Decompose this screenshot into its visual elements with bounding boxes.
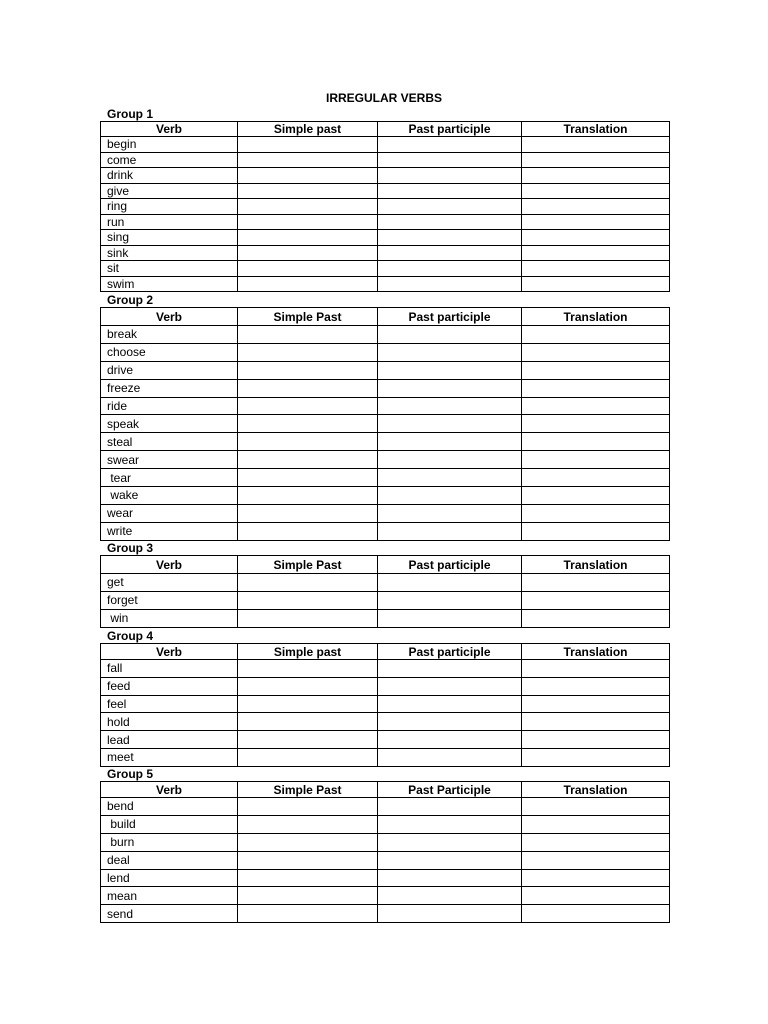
- translation-cell[interactable]: [522, 833, 670, 851]
- simple-past-cell[interactable]: [238, 214, 378, 230]
- past-participle-cell[interactable]: [378, 887, 522, 905]
- past-participle-cell[interactable]: [378, 469, 522, 487]
- simple-past-cell[interactable]: [238, 152, 378, 168]
- translation-cell[interactable]: [522, 591, 670, 609]
- verb-cell: ring: [101, 199, 238, 215]
- past-participle-cell[interactable]: [378, 731, 522, 749]
- simple-past-cell[interactable]: [238, 433, 378, 451]
- table-row: [101, 869, 670, 887]
- verb-cell: steal: [101, 433, 238, 451]
- simple-past-cell[interactable]: [238, 230, 378, 246]
- past-participle-cell[interactable]: [378, 798, 522, 816]
- simple-past-cell[interactable]: [238, 609, 378, 627]
- translation-cell[interactable]: [522, 504, 670, 522]
- past-participle-cell[interactable]: [378, 713, 522, 731]
- verb-cell: lend: [101, 869, 238, 887]
- group-5-label: Group 5: [107, 767, 154, 781]
- column-header-translation: Translation: [522, 122, 670, 137]
- translation-cell[interactable]: [522, 869, 670, 887]
- translation-cell[interactable]: [522, 276, 670, 292]
- table-row: [101, 361, 670, 379]
- table-row: [101, 433, 670, 451]
- simple-past-cell[interactable]: [238, 487, 378, 505]
- verb-cell: tear: [101, 469, 238, 487]
- verb-cell: begin: [101, 137, 238, 153]
- column-header-past-participle: Past participle: [378, 556, 522, 574]
- past-participle-cell[interactable]: [378, 609, 522, 627]
- verb-cell: run: [101, 214, 238, 230]
- simple-past-cell[interactable]: [238, 199, 378, 215]
- column-header-translation: Translation: [522, 556, 670, 574]
- table-row: [101, 522, 670, 540]
- table-row: [101, 851, 670, 869]
- translation-cell[interactable]: [522, 343, 670, 361]
- past-participle-cell[interactable]: [378, 748, 522, 766]
- simple-past-cell[interactable]: [238, 361, 378, 379]
- past-participle-cell[interactable]: [378, 261, 522, 277]
- column-header-simple-past: Simple past: [238, 644, 378, 660]
- translation-cell[interactable]: [522, 487, 670, 505]
- simple-past-cell[interactable]: [238, 137, 378, 153]
- translation-cell[interactable]: [522, 397, 670, 415]
- translation-cell[interactable]: [522, 748, 670, 766]
- past-participle-cell[interactable]: [378, 574, 522, 592]
- translation-cell[interactable]: [522, 433, 670, 451]
- table-row: [101, 245, 670, 261]
- simple-past-cell[interactable]: [238, 343, 378, 361]
- simple-past-cell[interactable]: [238, 798, 378, 816]
- translation-cell[interactable]: [522, 199, 670, 215]
- table-row: [101, 798, 670, 816]
- simple-past-cell[interactable]: [238, 504, 378, 522]
- past-participle-cell[interactable]: [378, 137, 522, 153]
- column-header-simple-past: Simple Past: [238, 308, 378, 326]
- table-row: [101, 199, 670, 215]
- column-header-past-participle: Past participle: [378, 122, 522, 137]
- verb-cell: build: [101, 815, 238, 833]
- translation-cell[interactable]: [522, 415, 670, 433]
- table-row: [101, 261, 670, 277]
- translation-cell[interactable]: [522, 168, 670, 184]
- simple-past-cell[interactable]: [238, 451, 378, 469]
- simple-past-cell[interactable]: [238, 397, 378, 415]
- translation-cell[interactable]: [522, 326, 670, 344]
- table-row: [101, 504, 670, 522]
- simple-past-cell[interactable]: [238, 905, 378, 923]
- past-participle-cell[interactable]: [378, 214, 522, 230]
- past-participle-cell[interactable]: [378, 591, 522, 609]
- simple-past-cell[interactable]: [238, 731, 378, 749]
- past-participle-cell[interactable]: [378, 433, 522, 451]
- verb-cell: bend: [101, 798, 238, 816]
- verb-cell: drink: [101, 168, 238, 184]
- column-header-past-participle: Past Participle: [378, 782, 522, 798]
- past-participle-cell[interactable]: [378, 660, 522, 678]
- table-row: [101, 214, 670, 230]
- translation-cell[interactable]: [522, 137, 670, 153]
- group-4-table: [100, 643, 670, 767]
- past-participle-cell[interactable]: [378, 695, 522, 713]
- past-participle-cell[interactable]: [378, 199, 522, 215]
- table-header-row: [101, 308, 670, 326]
- column-header-past-participle: Past participle: [378, 308, 522, 326]
- verb-cell: choose: [101, 343, 238, 361]
- verb-cell: write: [101, 522, 238, 540]
- table-header-row: [101, 644, 670, 660]
- verb-cell: speak: [101, 415, 238, 433]
- table-header-row: [101, 556, 670, 574]
- past-participle-cell[interactable]: [378, 343, 522, 361]
- column-header-translation: Translation: [522, 308, 670, 326]
- past-participle-cell[interactable]: [378, 245, 522, 261]
- simple-past-cell[interactable]: [238, 183, 378, 199]
- column-header-verb: Verb: [101, 122, 238, 137]
- simple-past-cell[interactable]: [238, 522, 378, 540]
- past-participle-cell[interactable]: [378, 415, 522, 433]
- past-participle-cell[interactable]: [378, 833, 522, 851]
- verb-cell: win: [101, 609, 238, 627]
- past-participle-cell[interactable]: [378, 276, 522, 292]
- past-participle-cell[interactable]: [378, 183, 522, 199]
- group-3-label: Group 3: [107, 541, 154, 555]
- simple-past-cell[interactable]: [238, 245, 378, 261]
- simple-past-cell[interactable]: [238, 695, 378, 713]
- simple-past-cell[interactable]: [238, 276, 378, 292]
- page-title: IRREGULAR VERBS: [325, 91, 442, 105]
- past-participle-cell[interactable]: [378, 397, 522, 415]
- verb-cell: forget: [101, 591, 238, 609]
- simple-past-cell[interactable]: [238, 713, 378, 731]
- column-header-verb: Verb: [101, 782, 238, 798]
- past-participle-cell[interactable]: [378, 522, 522, 540]
- column-header-past-participle: Past participle: [378, 644, 522, 660]
- table-row: [101, 713, 670, 731]
- verb-cell: sink: [101, 245, 238, 261]
- translation-cell[interactable]: [522, 887, 670, 905]
- table-header-row: [101, 782, 670, 798]
- table-row: [101, 887, 670, 905]
- table-row: [101, 183, 670, 199]
- translation-cell[interactable]: [522, 815, 670, 833]
- group-1-label: Group 1: [107, 107, 154, 121]
- simple-past-cell[interactable]: [238, 326, 378, 344]
- table-row: [101, 379, 670, 397]
- translation-cell[interactable]: [522, 713, 670, 731]
- table-row: [101, 833, 670, 851]
- group-4-label: Group 4: [107, 629, 154, 643]
- table-row: [101, 152, 670, 168]
- simple-past-cell[interactable]: [238, 887, 378, 905]
- verb-cell: sit: [101, 261, 238, 277]
- translation-cell[interactable]: [522, 695, 670, 713]
- column-header-verb: Verb: [101, 308, 238, 326]
- simple-past-cell[interactable]: [238, 261, 378, 277]
- past-participle-cell[interactable]: [378, 851, 522, 869]
- translation-cell[interactable]: [522, 214, 670, 230]
- past-participle-cell[interactable]: [378, 152, 522, 168]
- past-participle-cell[interactable]: [378, 869, 522, 887]
- translation-cell[interactable]: [522, 851, 670, 869]
- verb-cell: drive: [101, 361, 238, 379]
- group-2-label: Group 2: [107, 293, 154, 307]
- verb-cell: hold: [101, 713, 238, 731]
- simple-past-cell[interactable]: [238, 748, 378, 766]
- simple-past-cell[interactable]: [238, 591, 378, 609]
- translation-cell[interactable]: [522, 677, 670, 695]
- simple-past-cell[interactable]: [238, 833, 378, 851]
- table-row: [101, 731, 670, 749]
- verb-cell: deal: [101, 851, 238, 869]
- verb-cell: freeze: [101, 379, 238, 397]
- translation-cell[interactable]: [522, 798, 670, 816]
- translation-cell[interactable]: [522, 731, 670, 749]
- past-participle-cell[interactable]: [378, 379, 522, 397]
- table-row: [101, 469, 670, 487]
- verb-cell: get: [101, 574, 238, 592]
- group-5-table: [100, 781, 670, 923]
- simple-past-cell[interactable]: [238, 851, 378, 869]
- verb-cell: break: [101, 326, 238, 344]
- simple-past-cell[interactable]: [238, 469, 378, 487]
- simple-past-cell[interactable]: [238, 660, 378, 678]
- translation-cell[interactable]: [522, 261, 670, 277]
- past-participle-cell[interactable]: [378, 168, 522, 184]
- past-participle-cell[interactable]: [378, 677, 522, 695]
- table-header-row: [101, 122, 670, 137]
- translation-cell[interactable]: [522, 905, 670, 923]
- verb-cell: burn: [101, 833, 238, 851]
- translation-cell[interactable]: [522, 152, 670, 168]
- past-participle-cell[interactable]: [378, 361, 522, 379]
- verb-cell: feel: [101, 695, 238, 713]
- table-row: [101, 815, 670, 833]
- translation-cell[interactable]: [522, 660, 670, 678]
- table-row: [101, 748, 670, 766]
- translation-cell[interactable]: [522, 230, 670, 246]
- group-1-table: [100, 121, 670, 292]
- simple-past-cell[interactable]: [238, 815, 378, 833]
- past-participle-cell[interactable]: [378, 230, 522, 246]
- table-row: [101, 230, 670, 246]
- simple-past-cell[interactable]: [238, 415, 378, 433]
- verb-cell: sing: [101, 230, 238, 246]
- verb-cell: give: [101, 183, 238, 199]
- translation-cell[interactable]: [522, 469, 670, 487]
- verb-cell: meet: [101, 748, 238, 766]
- group-3-table: [100, 555, 670, 628]
- past-participle-cell[interactable]: [378, 326, 522, 344]
- simple-past-cell[interactable]: [238, 168, 378, 184]
- table-row: [101, 137, 670, 153]
- table-row: [101, 591, 670, 609]
- column-header-translation: Translation: [522, 644, 670, 660]
- column-header-simple-past: Simple past: [238, 122, 378, 137]
- verb-cell: come: [101, 152, 238, 168]
- table-row: [101, 168, 670, 184]
- table-row: [101, 905, 670, 923]
- table-row: [101, 660, 670, 678]
- table-row: [101, 415, 670, 433]
- verb-cell: fall: [101, 660, 238, 678]
- past-participle-cell[interactable]: [378, 905, 522, 923]
- table-row: [101, 695, 670, 713]
- table-row: [101, 451, 670, 469]
- column-header-verb: Verb: [101, 644, 238, 660]
- verb-cell: swim: [101, 276, 238, 292]
- past-participle-cell[interactable]: [378, 815, 522, 833]
- table-row: [101, 276, 670, 292]
- translation-cell[interactable]: [522, 245, 670, 261]
- verb-cell: lead: [101, 731, 238, 749]
- table-row: [101, 487, 670, 505]
- table-row: [101, 609, 670, 627]
- translation-cell[interactable]: [522, 361, 670, 379]
- group-2-table: [100, 307, 670, 541]
- simple-past-cell[interactable]: [238, 379, 378, 397]
- table-row: [101, 677, 670, 695]
- table-row: [101, 326, 670, 344]
- simple-past-cell[interactable]: [238, 574, 378, 592]
- verb-cell: swear: [101, 451, 238, 469]
- verb-cell: mean: [101, 887, 238, 905]
- past-participle-cell[interactable]: [378, 451, 522, 469]
- column-header-verb: Verb: [101, 556, 238, 574]
- verb-cell: send: [101, 905, 238, 923]
- simple-past-cell[interactable]: [238, 869, 378, 887]
- verb-cell: feed: [101, 677, 238, 695]
- verb-cell: wear: [101, 504, 238, 522]
- verb-cell: ride: [101, 397, 238, 415]
- translation-cell[interactable]: [522, 183, 670, 199]
- column-header-simple-past: Simple Past: [238, 782, 378, 798]
- verb-cell: wake: [101, 487, 238, 505]
- column-header-simple-past: Simple Past: [238, 556, 378, 574]
- column-header-translation: Translation: [522, 782, 670, 798]
- table-row: [101, 343, 670, 361]
- translation-cell[interactable]: [522, 609, 670, 627]
- translation-cell[interactable]: [522, 379, 670, 397]
- simple-past-cell[interactable]: [238, 677, 378, 695]
- translation-cell[interactable]: [522, 451, 670, 469]
- past-participle-cell[interactable]: [378, 487, 522, 505]
- table-row: [101, 574, 670, 592]
- table-row: [101, 397, 670, 415]
- translation-cell[interactable]: [522, 522, 670, 540]
- past-participle-cell[interactable]: [378, 504, 522, 522]
- translation-cell[interactable]: [522, 574, 670, 592]
